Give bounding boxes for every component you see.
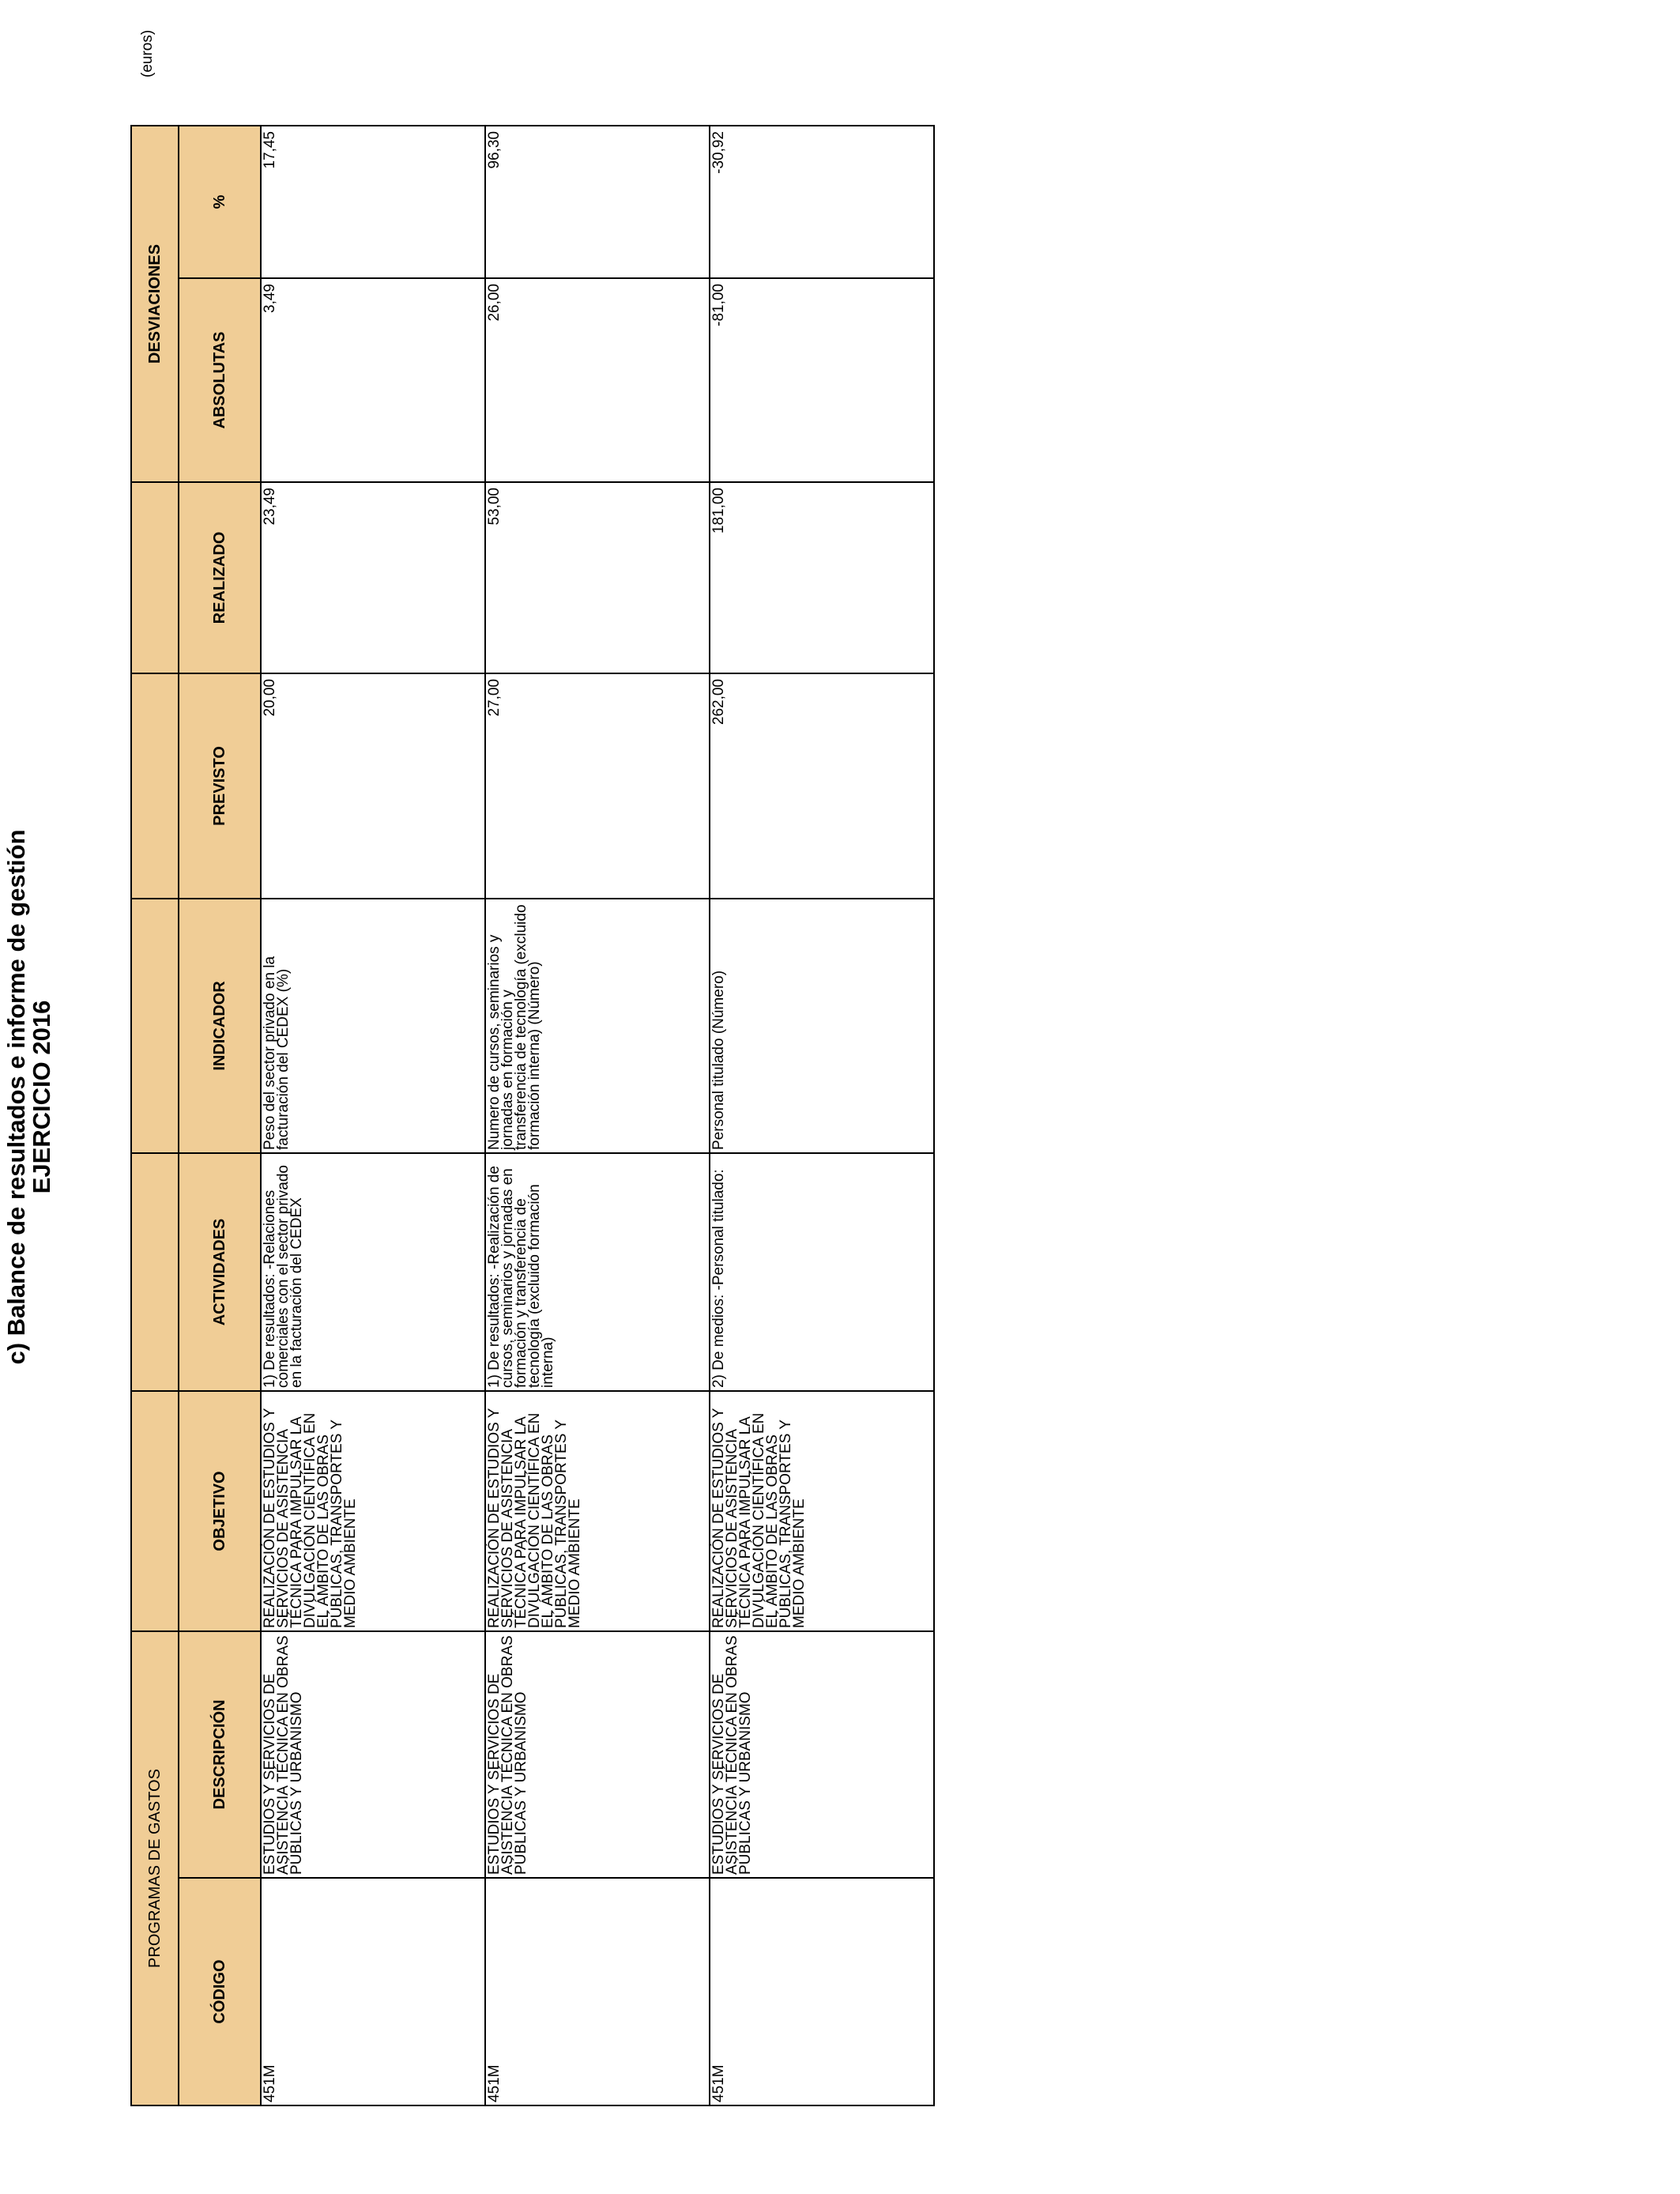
group-header-desviaciones: DESVIACIONES (131, 126, 179, 482)
column-header-descripcion: DESCRIPCIÓN (179, 1631, 261, 1878)
table-row (710, 126, 934, 2105)
cell-realizado: 23,49 (261, 482, 485, 673)
column-header-porcentaje: % (179, 126, 261, 278)
units-label: (euros) (139, 29, 156, 77)
group-header-blank (131, 482, 179, 673)
group-header-blank (131, 1391, 179, 1631)
cell-indicador: Numero de cursos, seminarios y jornadas en formación y transferencia de tecnología (excluido formación interna) (Número) (485, 899, 710, 1153)
cell-porcentaje: 17,45 (261, 126, 485, 278)
cell-codigo: 451M (261, 1878, 485, 2105)
cell-indicador: Personal titulado (Número) (710, 899, 934, 1153)
cell-objetivo: REALIZACIÓN DE ESTUDIOS Y SERVICIOS DE ASISTENCIA TÉCNICA PARA IMPULSAR LA DIVULGACIÓN CIENTÍFICA EN EL ÁMBITO DE LAS OBRAS PÚBLICAS, TRANSPORTES Y MEDIO AMBIENTE (261, 1391, 485, 1631)
results-table (130, 125, 935, 2106)
cell-indicador: Peso del sector privado en la facturación del CEDEX (%) (261, 899, 485, 1153)
cell-descripcion: ESTUDIOS Y SERVICIOS DE ASISTENCIA TÉCNICA EN OBRAS PÚBLICAS Y URBANISMO (261, 1631, 485, 1878)
report-title: c) Balance de resultados e informe de gestión (2, 829, 30, 1365)
table-row (485, 126, 710, 2105)
cell-objetivo: REALIZACIÓN DE ESTUDIOS Y SERVICIOS DE ASISTENCIA TÉCNICA PARA IMPULSAR LA DIVULGACIÓN CIENTÍFICA EN EL ÁMBITO DE LAS OBRAS PÚBLICAS, TRANSPORTES Y MEDIO AMBIENTE (485, 1391, 710, 1631)
cell-absolutas: 26,00 (485, 278, 710, 482)
column-header-realizado: REALIZADO (179, 482, 261, 673)
cell-previsto: 262,00 (710, 673, 934, 899)
report-subtitle: EJERCICIO 2016 (28, 1000, 55, 1194)
table-row (261, 126, 485, 2105)
cell-realizado: 181,00 (710, 482, 934, 673)
column-header-codigo: CÓDIGO (179, 1878, 261, 2105)
group-header-blank (131, 673, 179, 899)
column-header-previsto: PREVISTO (179, 673, 261, 899)
cell-absolutas: 3,49 (261, 278, 485, 482)
cell-realizado: 53,00 (485, 482, 710, 673)
cell-actividades: 2) De medios: -Personal titulado: (710, 1153, 934, 1391)
column-header-indicador: INDICADOR (179, 899, 261, 1153)
cell-absolutas: -81,00 (710, 278, 934, 482)
cell-codigo: 451M (485, 1878, 710, 2105)
column-header-objetivo: OBJETIVO (179, 1391, 261, 1631)
cell-porcentaje: -30,92 (710, 126, 934, 278)
group-header-blank (131, 1153, 179, 1391)
cell-previsto: 20,00 (261, 673, 485, 899)
cell-previsto: 27,00 (485, 673, 710, 899)
group-header-blank (131, 899, 179, 1153)
column-header-actividades: ACTIVIDADES (179, 1153, 261, 1391)
cell-descripcion: ESTUDIOS Y SERVICIOS DE ASISTENCIA TÉCNICA EN OBRAS PÚBLICAS Y URBANISMO (485, 1631, 710, 1878)
cell-descripcion: ESTUDIOS Y SERVICIOS DE ASISTENCIA TÉCNICA EN OBRAS PÚBLICAS Y URBANISMO (710, 1631, 934, 1878)
cell-porcentaje: 96,30 (485, 126, 710, 278)
column-header-absolutas: ABSOLUTAS (179, 278, 261, 482)
cell-objetivo: REALIZACIÓN DE ESTUDIOS Y SERVICIOS DE ASISTENCIA TÉCNICA PARA IMPULSAR LA DIVULGACIÓN CIENTÍFICA EN EL ÁMBITO DE LAS OBRAS PÚBLICAS, TRANSPORTES Y MEDIO AMBIENTE (710, 1391, 934, 1631)
cell-actividades: 1) De resultados: -Relaciones comerciales con el sector privado en la facturación del CEDEX (261, 1153, 485, 1391)
group-header-programas: PROGRAMAS DE GASTOS (131, 1631, 179, 2105)
cell-codigo: 451M (710, 1878, 934, 2105)
cell-actividades: 1) De resultados: -Realización de cursos, seminarios y jornadas en formación y transferencia de tecnología (excluido formación interna) (485, 1153, 710, 1391)
